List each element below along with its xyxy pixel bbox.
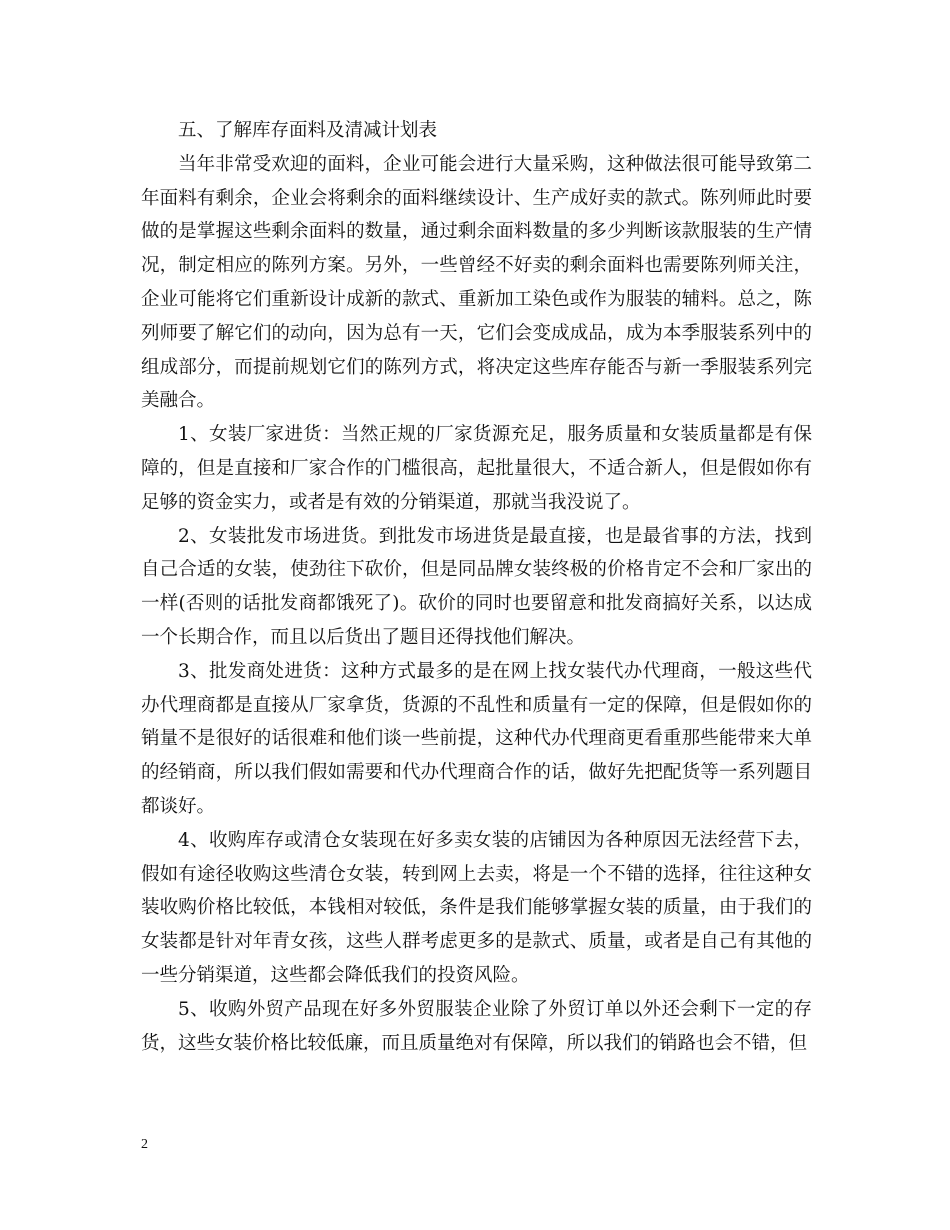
section-heading: 五、了解库存面料及清减计划表 xyxy=(178,120,438,141)
body-paragraph: 3、批发商处进货：这种方式最多的是在网上找女装代办代理商，一般这些代办代理商都是直接从厂家拿货，货源的不乱性和质量有一定的保障，但是假如你的销量不是很好的话很难和他们谈一些前提，这种代办代理商更看重那些能带来大单的经销商，所以我们假如需要和代办代理商合作的话，做好先把配货等一系列题目都谈好。 xyxy=(141,660,812,817)
body-paragraph: 4、收购库存或清仓女装现在好多卖女装的店铺因为各种原因无法经营下去，假如有途径收购这些清仓女装，转到网上去卖，将是一个不错的选择，往往这种女装收购价格比较低，本钱相对较低，条件是我们能够掌握女装的质量，由于我们的女装都是针对年青女孩，这些人群考虑更多的是款式、质量，或者是自己有其他的一些分销渠道，这些都会降低我们的投资风险。 xyxy=(141,829,812,986)
body-paragraph: 5、收购外贸产品现在好多外贸服装企业除了外贸订单以外还会剩下一定的存货，这些女装价格比较低廉，而且质量绝对有保障，所以我们的销路也会不错，但 xyxy=(141,998,812,1054)
body-paragraph: 2、女装批发市场进货。到批发市场进货是最直接，也是最省事的方法，找到自己合适的女装，使劲往下砍价，但是同品牌女装终极的价格肯定不会和厂家出的一样(否则的话批发商都饿死了)。砍价的同时也要留意和批发商搞好关系，以达成一个长期合作，而且以后货出了题目还得找他们解决。 xyxy=(141,525,812,648)
document-body xyxy=(141,114,812,1060)
body-paragraph: 当年非常受欢迎的面料，企业可能会进行大量采购，这种做法很可能导致第二年面料有剩余，企业会将剩余的面料继续设计、生产成好卖的款式。陈列师此时要做的是掌握这些剩余面料的数量，通过剩余面料数量的多少判断该款服装的生产情况，制定相应的陈列方案。另外，一些曾经不好卖的剩余面料也需要陈列师关注，企业可能将它们重新设计成新的款式、重新加工染色或作为服装的辅料。总之，陈列师要了解它们的动向，因为总有一天，它们会变成成品，成为本季服装系列中的组成部分，而提前规划它们的陈列方式，将决定这些库存能否与新一季服装系列完美融合。 xyxy=(141,153,812,412)
page-number: 2 xyxy=(141,1137,148,1152)
body-paragraph: 1、女装厂家进货：当然正规的厂家货源充足，服务质量和女装质量都是有保障的，但是直接和厂家合作的门槛很高，起批量很大，不适合新人，但是假如你有足够的资金实力，或者是有效的分销渠道，那就当我没说了。 xyxy=(141,424,812,513)
